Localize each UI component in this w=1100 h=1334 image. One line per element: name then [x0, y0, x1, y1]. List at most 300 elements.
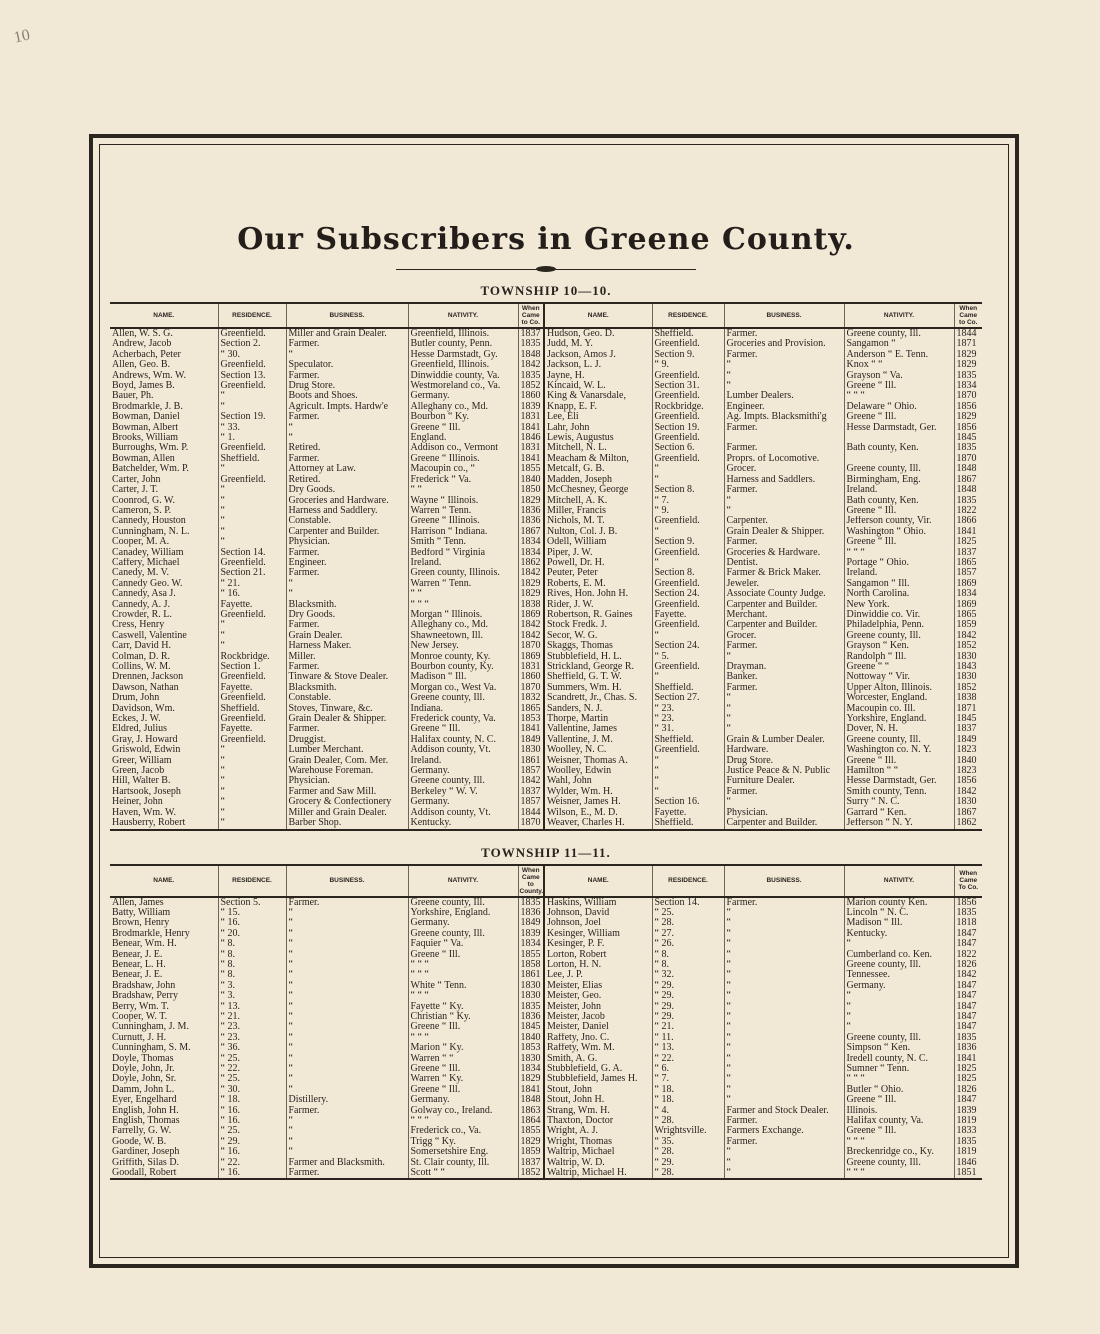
table-row	[110, 1002, 982, 1012]
table-cell: Birmingham, Eng.	[844, 475, 954, 485]
table-cell: Allen, W. S. G.	[112, 328, 173, 339]
table-cell: 1849	[518, 735, 544, 745]
table-cell: Raffety, Wm. M.	[544, 1043, 652, 1053]
table-cell: “	[286, 1137, 408, 1147]
township-1-title: TOWNSHIP 10—10.	[480, 283, 612, 298]
table-cell: “	[724, 1074, 844, 1084]
table-cell: “ 3.	[218, 991, 286, 1001]
table-cell: Farmer.	[724, 897, 844, 908]
table-cell: “ 29.	[652, 1002, 724, 1012]
table-cell: Farmer.	[286, 1168, 408, 1179]
table-cell: 1847	[954, 981, 982, 991]
table-cell: Dinwiddie county, Va.	[408, 371, 518, 381]
column-header: RESIDENCE.	[652, 865, 724, 897]
table-cell: Washington co. N. Y.	[844, 745, 954, 755]
table-cell: Cannedy, A. J.	[112, 599, 170, 610]
page-title: Our Subscribers in Greene County.	[237, 222, 855, 257]
table-cell: 1829	[954, 412, 982, 422]
table-cell: Farmer.	[724, 423, 844, 433]
table-cell: Carr, David H.	[112, 641, 172, 652]
table-cell: Hausberry, Robert	[110, 818, 218, 829]
table-cell: “	[218, 537, 286, 547]
table-cell: 1841	[518, 1085, 544, 1095]
table-cell: “	[724, 1147, 844, 1157]
table-cell: Distillery.	[286, 1095, 408, 1105]
table-cell: 1867	[954, 475, 982, 485]
table-cell: Grocer.	[724, 464, 844, 474]
table-cell: Addison co., Vermont	[408, 443, 518, 453]
table-cell: “ 28.	[652, 1116, 724, 1126]
table-cell: Caswell, Valentine	[112, 630, 187, 641]
table-cell: 1852	[518, 381, 544, 391]
table-cell: Farmer.	[286, 412, 408, 422]
table-cell: 1835	[518, 897, 544, 908]
table-cell: 1860	[518, 672, 544, 682]
table-cell: “ 18.	[652, 1095, 724, 1105]
table-cell: Farmer.	[724, 1116, 844, 1126]
column-header: BUSINESS.	[286, 303, 408, 328]
table-cell: 1840	[518, 475, 544, 485]
table-row	[110, 918, 982, 928]
table-row	[110, 693, 982, 703]
table-cell: “ 27.	[652, 929, 724, 939]
table-cell: 1870	[518, 683, 544, 693]
table-cell: Thaxton, Doctor	[544, 1116, 652, 1126]
table-cell: “	[218, 808, 286, 818]
table-cell: “ 22.	[218, 1064, 286, 1074]
table-cell: Morgan co., West Va.	[408, 683, 518, 693]
table-cell: Waltrip, W. D.	[544, 1158, 652, 1168]
table-cell: Greene “ Ill.	[844, 756, 954, 766]
table-cell: “	[724, 970, 844, 980]
table-cell: Randolph “ Ill.	[844, 652, 954, 662]
table-cell: Warren “ “	[408, 1054, 518, 1064]
table-cell: Coonrod, G. W.	[112, 495, 176, 506]
table-row	[110, 339, 982, 349]
table-cell: 1844	[954, 328, 982, 339]
table-cell: Greenfield.	[652, 412, 724, 422]
table-cell: Gardiner, Joseph	[112, 1147, 180, 1158]
table-row	[110, 328, 982, 339]
table-cell: Hesse Darmstadt, Gy.	[408, 350, 518, 360]
table-cell: “	[844, 939, 954, 949]
table-cell: “	[724, 1064, 844, 1074]
table-cell: Cunningham, N. L.	[112, 526, 190, 537]
table-cell: Brodmarkle, Henry	[112, 928, 190, 939]
table-cell: Kesinger, P. F.	[544, 939, 652, 949]
table-cell: Meister, Geo.	[544, 991, 652, 1001]
table-cell: Miller.	[286, 652, 408, 662]
table-cell: 1863	[518, 1106, 544, 1116]
table-row	[110, 981, 982, 991]
table-cell: Lahr, John	[544, 423, 652, 433]
table-cell: “ 6.	[652, 1064, 724, 1074]
table-cell: Rider, J. W.	[544, 600, 652, 610]
table-cell: Germany.	[408, 391, 518, 401]
table-cell: Blacksmith.	[286, 600, 408, 610]
table-cell: Farmer.	[724, 350, 844, 360]
column-header: NATIVITY.	[408, 303, 518, 328]
table-cell: Attorney at Law.	[286, 464, 408, 474]
table-cell: Carpenter and Builder.	[724, 600, 844, 610]
township-2-table	[110, 864, 982, 1181]
table-cell: Stoves, Tinware, &c.	[286, 704, 408, 714]
table-cell: Farmer.	[286, 339, 408, 349]
table-cell: Johnson, Joel	[544, 918, 652, 928]
table-row	[110, 970, 982, 980]
table-cell: Farmer.	[286, 454, 408, 464]
table-cell: Macoupin co., “	[408, 464, 518, 474]
table-cell: Smith, A. G.	[544, 1054, 652, 1064]
table-cell: 1841	[518, 724, 544, 734]
table-cell: 1834	[954, 381, 982, 391]
table-row	[110, 808, 982, 818]
table-cell: “ 1.	[218, 433, 286, 443]
table-cell: 1829	[954, 360, 982, 370]
table-cell: 1843	[954, 662, 982, 672]
table-cell: 1861	[518, 970, 544, 980]
table-cell: 1857	[518, 766, 544, 776]
table-cell: Crowder, R. L.	[112, 609, 172, 620]
table-cell: Farmer.	[724, 537, 844, 547]
table-row	[110, 443, 982, 453]
table-cell: Hamilton “ “	[844, 766, 954, 776]
table-cell: 1847	[954, 1002, 982, 1012]
table-row	[110, 724, 982, 734]
table-cell: Section 16.	[652, 797, 724, 807]
table-cell: 1842	[518, 620, 544, 630]
table-cell: 1845	[954, 714, 982, 724]
table-cell: 1835	[954, 443, 982, 453]
table-cell: Stubblefield, James H.	[544, 1074, 652, 1084]
table-cell: 1839	[954, 1106, 982, 1116]
table-cell: Greenfield.	[652, 391, 724, 401]
table-cell: “ 29.	[218, 1137, 286, 1147]
table-cell: Meister, John	[544, 1002, 652, 1012]
table-row	[110, 1168, 982, 1179]
table-cell: “	[844, 1022, 954, 1032]
table-cell: Goode, W. B.	[112, 1136, 167, 1147]
table-cell: Lorton, Robert	[544, 950, 652, 960]
table-cell: “ 16.	[218, 1147, 286, 1157]
table-cell: Greenfield.	[218, 558, 286, 568]
table-cell: Greenfield.	[218, 443, 286, 453]
table-cell: Greene county, Ill.	[408, 693, 518, 703]
table-cell: “	[724, 797, 844, 807]
table-cell: Section 31.	[652, 381, 724, 391]
table-cell: 1835	[518, 1002, 544, 1012]
table-cell: Wilson, E., M. D.	[544, 808, 652, 818]
table-cell: Lorton, H. N.	[544, 960, 652, 970]
table-cell: Greene county, Ill.	[844, 1033, 954, 1043]
column-header: NAME.	[110, 865, 218, 897]
table-row	[110, 641, 982, 651]
table-cell: Kesinger, William	[544, 929, 652, 939]
table-cell: Powell, Dr. H.	[544, 558, 652, 568]
table-cell: Burroughs, Wm. P.	[112, 443, 189, 454]
table-cell: Greene “ Illinois.	[408, 516, 518, 526]
column-header: When Came to Co.	[954, 303, 982, 328]
table-cell: “ “ “	[408, 960, 518, 970]
table-cell: Thorpe, Martin	[544, 714, 652, 724]
table-cell: Jefferson “ N. Y.	[844, 818, 954, 829]
table-cell: King & Vanarsdale,	[544, 391, 652, 401]
table-cell: “ 16.	[218, 589, 286, 599]
table-cell: Haven, Wm. W.	[112, 807, 176, 818]
table-cell: 1847	[954, 939, 982, 949]
table-cell: “	[724, 1095, 844, 1105]
table-cell: “ “ “	[844, 391, 954, 401]
table-row	[110, 610, 982, 620]
table-row	[110, 1043, 982, 1053]
table-cell: Frederick “ Va.	[408, 475, 518, 485]
table-cell: Westmoreland co., Va.	[408, 381, 518, 391]
table-cell: Cunningham, S. M.	[112, 1043, 191, 1054]
table-cell: Doyle, John, Sr.	[112, 1074, 177, 1085]
table-row	[110, 496, 982, 506]
table-cell: England.	[408, 433, 518, 443]
table-cell: “	[286, 1022, 408, 1032]
table-cell: Tennessee.	[844, 970, 954, 980]
table-cell: Hill, Walter B.	[112, 776, 171, 787]
table-cell: Mitchell, N. L.	[544, 443, 652, 453]
table-cell: Simpson “ Ken.	[844, 1043, 954, 1053]
table-cell: Judd, M. Y.	[544, 339, 652, 349]
table-cell: Ireland.	[844, 485, 954, 495]
table-cell: Jackson, Amos J.	[544, 350, 652, 360]
table-cell: Section 6.	[652, 443, 724, 453]
table-cell: Grocery & Confectionery	[286, 797, 408, 807]
table-cell: “	[218, 776, 286, 786]
table-cell: 1837	[954, 548, 982, 558]
table-cell: “	[724, 714, 844, 724]
table-cell: “	[652, 787, 724, 797]
table-cell: 1849	[518, 918, 544, 928]
table-cell: 1818	[954, 918, 982, 928]
table-cell: 1829	[518, 496, 544, 506]
table-cell: 1847	[954, 1012, 982, 1022]
table-cell: Drug Store.	[286, 381, 408, 391]
table-cell: Rockbridge.	[652, 402, 724, 412]
table-cell: Ireland.	[408, 756, 518, 766]
table-cell: Ireland.	[408, 558, 518, 568]
table-cell: Warren “ Ky.	[408, 1074, 518, 1084]
table-cell: Farmer.	[724, 485, 844, 495]
table-cell: “	[844, 991, 954, 1001]
table-cell: “	[218, 496, 286, 506]
table-cell: Greene “ Ill.	[408, 950, 518, 960]
table-cell: Boyd, James B.	[112, 381, 175, 392]
table-cell: Canadey, William	[112, 547, 184, 558]
table-cell: Greene “ Illinois.	[408, 454, 518, 464]
table-cell: Section 21.	[218, 568, 286, 578]
table-cell: 1859	[518, 1147, 544, 1157]
table-cell: Carpenter and Builder.	[724, 818, 844, 829]
table-cell: Greenfield.	[652, 454, 724, 464]
table-cell: “	[286, 991, 408, 1001]
table-row	[110, 350, 982, 360]
table-cell: “ 23.	[218, 1022, 286, 1032]
township-1-header	[110, 303, 982, 328]
table-cell: “	[286, 929, 408, 939]
table-cell: 1846	[518, 433, 544, 443]
table-cell: Worcester, England.	[844, 693, 954, 703]
table-row	[110, 818, 982, 829]
table-cell: Bowman, Albert	[112, 422, 179, 433]
table-cell: “	[218, 641, 286, 651]
township-2-header	[110, 865, 982, 897]
table-cell: Sanders, N. J.	[544, 704, 652, 714]
table-cell: Farmer.	[286, 662, 408, 672]
table-cell: 1848	[518, 350, 544, 360]
table-cell: Farmer and Blacksmith.	[286, 1158, 408, 1168]
table-cell: Farmer.	[286, 897, 408, 908]
table-cell: 1840	[518, 1033, 544, 1043]
table-cell: Greene county, Ill.	[844, 328, 954, 339]
table-cell: “	[286, 589, 408, 599]
table-cell: Kentucky.	[844, 929, 954, 939]
table-cell: “	[652, 756, 724, 766]
table-cell: Benear, Wm. H.	[112, 939, 177, 950]
table-cell: “	[218, 506, 286, 516]
table-cell: “	[724, 908, 844, 918]
table-cell: 1851	[954, 1168, 982, 1179]
table-cell: 1836	[518, 506, 544, 516]
table-cell: “ 16.	[218, 1106, 286, 1116]
table-cell: Surry “ N. C.	[844, 797, 954, 807]
table-cell: Greene “ Ill.	[408, 1064, 518, 1074]
table-cell: 1842	[518, 776, 544, 786]
table-row	[110, 579, 982, 589]
table-cell: Alleghany co., Md.	[408, 620, 518, 630]
table-cell: “ 21.	[218, 1012, 286, 1022]
table-cell: Farmers Exchange.	[724, 1126, 844, 1136]
table-cell: “ 21.	[218, 579, 286, 589]
table-cell: Davidson, Wm.	[112, 703, 175, 714]
table-cell: Farrelly, G. W.	[112, 1126, 172, 1137]
table-cell: Groceries and Provision.	[724, 339, 844, 349]
table-cell: 1822	[954, 950, 982, 960]
table-cell: Greer, William	[112, 755, 172, 766]
column-header: When Came to Co.	[518, 303, 544, 328]
table-cell: Engineer.	[724, 402, 844, 412]
table-cell: “ “ “	[408, 970, 518, 980]
table-cell: “	[724, 1043, 844, 1053]
table-cell: Carpenter and Builder.	[286, 527, 408, 537]
table-cell: “ 11.	[652, 1033, 724, 1043]
table-cell: Eldred, Julius	[112, 724, 167, 735]
table-cell: Woolley, N. C.	[544, 745, 652, 755]
table-cell: “ 16.	[218, 1168, 286, 1179]
table-row	[110, 1012, 982, 1022]
table-cell: Farmer & Brick Maker.	[724, 568, 844, 578]
table-cell: Farmer.	[286, 568, 408, 578]
table-cell: Monroe county, Ky.	[408, 652, 518, 662]
table-row	[110, 516, 982, 526]
table-cell: 1846	[954, 1158, 982, 1168]
table-row	[110, 381, 982, 391]
table-cell: Grain Dealer & Shipper.	[724, 527, 844, 537]
table-cell: Haskins, William	[544, 897, 652, 908]
table-cell: Greenfield.	[652, 339, 724, 349]
table-cell: Farmer and Stock Dealer.	[724, 1106, 844, 1116]
table-cell: 1830	[954, 797, 982, 807]
table-row	[110, 600, 982, 610]
column-header: NATIVITY.	[844, 865, 954, 897]
table-cell: “	[652, 558, 724, 568]
table-cell: 1835	[954, 1033, 982, 1043]
table-cell: Strang, Wm. H.	[544, 1106, 652, 1116]
table-cell: Addison county, Vt.	[408, 808, 518, 818]
table-cell: Faquier “ Va.	[408, 939, 518, 949]
table-cell: “	[286, 1074, 408, 1084]
table-cell: Bradshaw, John	[112, 980, 176, 991]
table-cell: Drennen, Jackson	[112, 672, 184, 683]
table-cell: Cumberland co. Ken.	[844, 950, 954, 960]
table-cell: White “ Tenn.	[408, 981, 518, 991]
table-cell: English, John H.	[112, 1105, 179, 1116]
table-cell: Greene “ Ill.	[844, 537, 954, 547]
table-cell: Jayne, H.	[544, 371, 652, 381]
table-cell: Retired.	[286, 475, 408, 485]
table-cell: “ 23.	[652, 704, 724, 714]
table-cell: Bath county, Ken.	[844, 496, 954, 506]
table-cell: Wright, Thomas	[544, 1137, 652, 1147]
table-row	[110, 939, 982, 949]
table-cell: Canedy, M. V.	[112, 568, 170, 579]
table-cell: Germany.	[408, 1095, 518, 1105]
table-cell: “	[286, 970, 408, 980]
table-row	[110, 897, 982, 908]
table-cell: “	[724, 1158, 844, 1168]
table-cell: Grain Dealer & Shipper.	[286, 714, 408, 724]
table-cell: Warehouse Foreman.	[286, 766, 408, 776]
column-header: RESIDENCE.	[652, 303, 724, 328]
table-cell: “ “ “	[844, 1074, 954, 1084]
table-cell: 1825	[954, 1064, 982, 1074]
table-row	[110, 433, 982, 443]
table-cell: 1850	[518, 485, 544, 495]
table-cell: “	[218, 818, 286, 829]
table-cell: Morgan “ Illinois.	[408, 610, 518, 620]
table-cell: 1830	[518, 991, 544, 1001]
table-cell: Weisner, Thomas A.	[544, 756, 652, 766]
table-cell: Farmer.	[286, 548, 408, 558]
table-cell: Philadelphia, Penn.	[844, 620, 954, 630]
table-cell: Physician.	[286, 776, 408, 786]
table-cell: McChesney, George	[544, 485, 652, 495]
table-cell: 1825	[954, 537, 982, 547]
table-cell: Section 5.	[218, 897, 286, 908]
table-cell: Greenfield.	[652, 433, 724, 443]
table-cell: “ “ “	[408, 600, 518, 610]
table-cell: Scandrett, Jr., Chas. S.	[544, 693, 652, 703]
table-row	[110, 1033, 982, 1043]
table-cell: Dinwiddie co. Vir.	[844, 610, 954, 620]
table-cell: “ 18.	[652, 1085, 724, 1095]
table-cell: Bauer, Ph.	[112, 391, 154, 402]
table-cell: “	[286, 1054, 408, 1064]
table-cell: Section 14.	[218, 548, 286, 558]
table-cell: Waltrip, Michael H.	[544, 1168, 652, 1179]
table-cell: “	[724, 991, 844, 1001]
table-cell	[844, 454, 954, 464]
table-cell: 1837	[954, 724, 982, 734]
table-cell: Roberts, E. M.	[544, 579, 652, 589]
table-row	[110, 548, 982, 558]
table-cell: “	[724, 371, 844, 381]
table-cell: 1852	[954, 641, 982, 651]
